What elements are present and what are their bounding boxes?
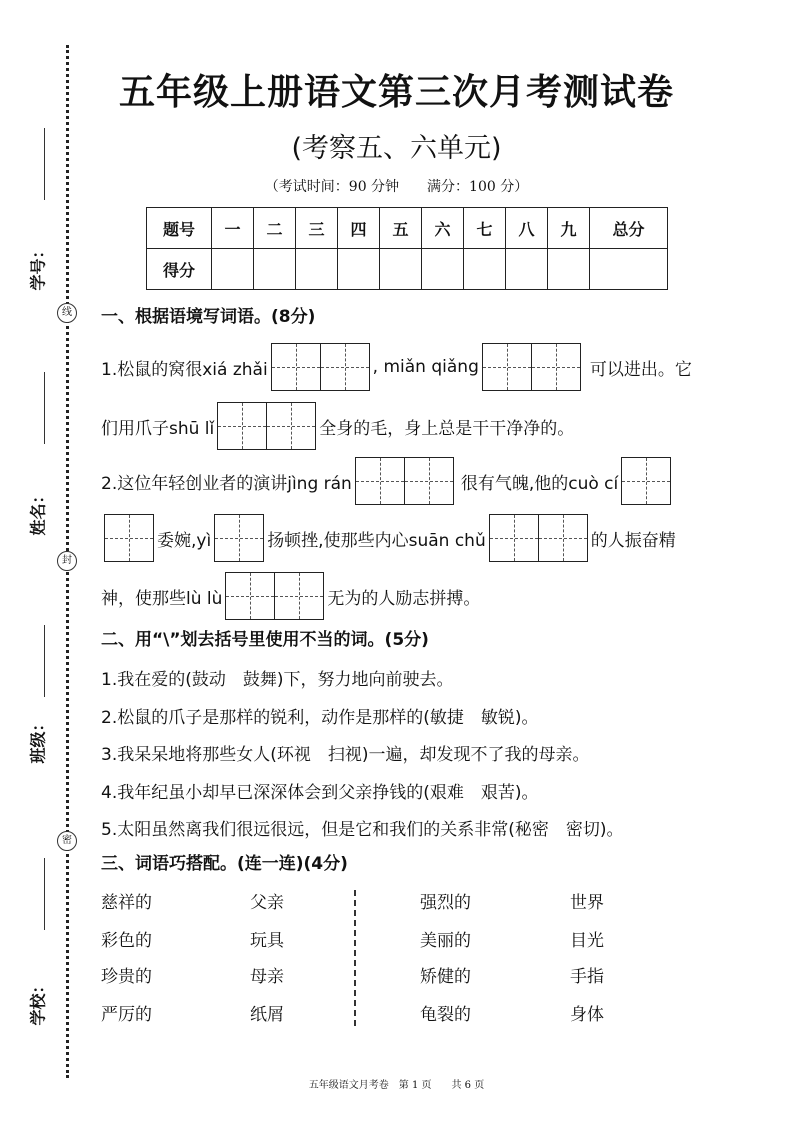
- table-cell: 七: [464, 208, 506, 249]
- table-cell: 六: [422, 208, 464, 249]
- match-item[interactable]: 美丽的: [420, 931, 471, 951]
- table-row: [147, 208, 668, 249]
- match-item[interactable]: 父亲: [250, 893, 284, 913]
- answer-box[interactable]: [225, 572, 324, 620]
- score-input[interactable]: [548, 249, 590, 290]
- table-cell: 总分: [590, 208, 668, 249]
- question-text: 的人振奋精: [590, 530, 676, 551]
- question-text: 1.松鼠的窝很xiá zhǎi: [101, 359, 268, 380]
- answer-box[interactable]: [489, 514, 588, 562]
- table-cell: 五: [380, 208, 422, 249]
- answer-box[interactable]: [621, 457, 671, 505]
- section-1-heading: 一、根据语境写词语。(8分): [101, 307, 316, 327]
- score-table: [146, 207, 668, 290]
- list-item: 4.我年纪虽小却早已深深体会到父亲挣钱的(艰难 艰苦)。: [101, 783, 539, 803]
- name-label: 姓名：: [28, 487, 48, 536]
- table-cell: 题号: [147, 208, 212, 249]
- match-item[interactable]: 纸屑: [250, 1005, 284, 1025]
- match-item[interactable]: 玩具: [250, 931, 284, 951]
- question-text: 委婉,yì: [157, 530, 212, 551]
- question-line: [101, 402, 574, 450]
- score-input[interactable]: [506, 249, 548, 290]
- school-underline[interactable]: [44, 858, 45, 930]
- list-item: 3.我呆呆地将那些女人(环视 扫视)一遍，却发现不了我的母亲。: [101, 745, 590, 765]
- answer-box[interactable]: [217, 402, 316, 450]
- section-3-heading: 三、词语巧搭配。(连一连)(4分): [101, 854, 348, 874]
- match-item[interactable]: 目光: [570, 931, 604, 951]
- table-cell: 八: [506, 208, 548, 249]
- seal-secret-mark: 密: [57, 831, 77, 851]
- seal-seal-mark: 封: [57, 551, 77, 571]
- answer-box[interactable]: [104, 514, 154, 562]
- question-text: 扬顿挫,使那些内心suān chǔ: [267, 530, 486, 551]
- table-row: [147, 249, 668, 290]
- match-item[interactable]: 世界: [570, 893, 604, 913]
- match-item[interactable]: 珍贵的: [101, 967, 152, 987]
- question-text: 无为的人励志拼搏。: [327, 588, 481, 609]
- question-text: 全身的毛，身上总是干干净净的。: [319, 418, 575, 439]
- match-item[interactable]: 严厉的: [101, 1005, 152, 1025]
- table-cell: 九: [548, 208, 590, 249]
- seal-line-mark: 线: [57, 303, 77, 323]
- match-item[interactable]: 手指: [570, 967, 604, 987]
- question-text: 2.这位年轻创业者的演讲jìng rán: [101, 473, 352, 494]
- question-line: [104, 514, 676, 562]
- question-text: 神，使那些lù lù: [101, 588, 223, 609]
- question-text: 很有气魄,他的cuò cí: [460, 473, 619, 494]
- school-label: 学校：: [28, 977, 48, 1026]
- page-subtitle: (考察五、六单元): [291, 133, 502, 164]
- question-text: 可以进出。它: [589, 359, 692, 380]
- score-input[interactable]: [380, 249, 422, 290]
- score-input[interactable]: [590, 249, 668, 290]
- match-item[interactable]: 强烈的: [420, 893, 471, 913]
- page-title: 五年级上册语文第三次月考测试卷: [118, 72, 674, 113]
- class-underline[interactable]: [44, 625, 45, 697]
- score-input[interactable]: [422, 249, 464, 290]
- name-underline[interactable]: [44, 372, 45, 444]
- page-footer: 五年级语文月考卷 第 1 页 共 6 页: [308, 1080, 485, 1091]
- list-item: 1.我在爱的(鼓动 鼓舞)下，努力地向前驶去。: [101, 670, 454, 690]
- list-item: 2.松鼠的爪子是那样的锐利，动作是那样的(敏捷 敏锐)。: [101, 708, 539, 728]
- table-cell: 三: [296, 208, 338, 249]
- score-input[interactable]: [212, 249, 254, 290]
- table-cell: 四: [338, 208, 380, 249]
- question-line: [101, 343, 692, 391]
- answer-box[interactable]: [271, 343, 370, 391]
- match-item[interactable]: 慈祥的: [101, 893, 152, 913]
- match-item[interactable]: 母亲: [250, 967, 284, 987]
- question-line: [101, 457, 674, 505]
- question-text: , miǎn qiǎng: [372, 357, 479, 377]
- match-item[interactable]: 彩色的: [101, 931, 152, 951]
- match-item[interactable]: 矫健的: [420, 967, 471, 987]
- match-item[interactable]: 龟裂的: [420, 1005, 471, 1025]
- question-text: 们用爪子shū lǐ: [101, 418, 215, 439]
- section-2-heading: 二、用“\”划去括号里使用不当的词。(5分): [101, 630, 429, 650]
- column-divider: [354, 890, 356, 1026]
- table-cell: 得分: [147, 249, 212, 290]
- answer-box[interactable]: [355, 457, 454, 505]
- match-item[interactable]: 身体: [570, 1005, 604, 1025]
- answer-box[interactable]: [214, 514, 264, 562]
- class-label: 班级：: [28, 715, 48, 764]
- score-input[interactable]: [338, 249, 380, 290]
- list-item: 5.太阳虽然离我们很远很远，但是它和我们的关系非常(秘密 密切)。: [101, 820, 624, 840]
- table-cell: 二: [254, 208, 296, 249]
- score-input[interactable]: [464, 249, 506, 290]
- exam-info: （考试时间：90 分钟 满分：100 分）: [264, 179, 529, 195]
- table-cell: 一: [212, 208, 254, 249]
- answer-box[interactable]: [482, 343, 581, 391]
- question-line: [101, 572, 480, 620]
- score-input[interactable]: [296, 249, 338, 290]
- score-input[interactable]: [254, 249, 296, 290]
- student-id-label: 学号：: [28, 242, 48, 291]
